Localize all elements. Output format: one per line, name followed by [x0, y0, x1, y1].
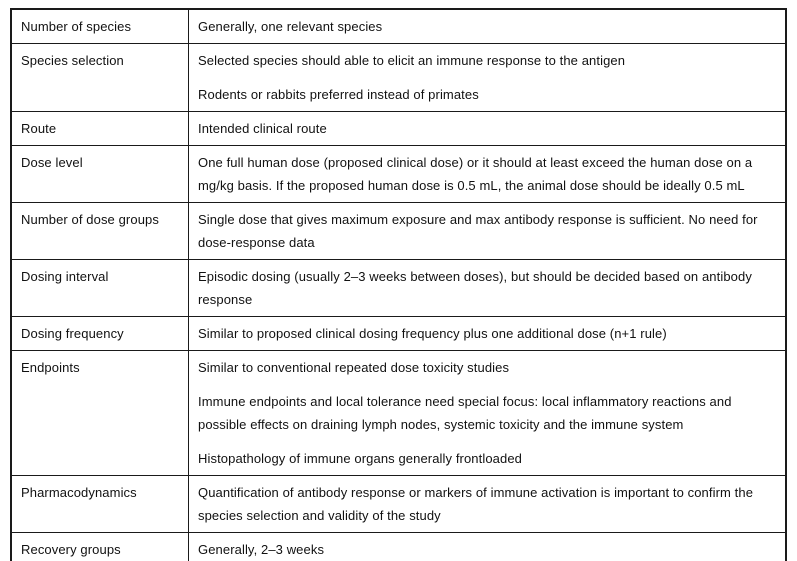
row-label-dosing-interval — [11, 260, 189, 317]
cell-paragraph: Generally, 2–3 weeks — [198, 542, 325, 557]
cell-paragraph: Intended clinical route — [198, 121, 327, 136]
table-row — [11, 476, 786, 533]
row-content-cell — [189, 260, 787, 317]
row-label-text: Dosing frequency — [21, 326, 124, 341]
cell-paragraph: Similar to proposed clinical dosing frequency plus one additional dose (n+1 rule) — [198, 326, 667, 341]
row-label-text: Endpoints — [21, 360, 80, 375]
row-label-text: Number of species — [21, 19, 132, 34]
row-label-endpoints — [11, 351, 189, 476]
row-label-recovery-groups — [11, 533, 189, 561]
row-label-text: Route — [21, 121, 57, 136]
row-label-number-of-species — [11, 9, 189, 44]
table-row — [11, 260, 786, 317]
row-content-cell — [189, 351, 787, 476]
table-row — [11, 44, 786, 112]
cell-paragraph: Episodic dosing (usually 2–3 weeks between doses), but should be decided based on antibody response — [198, 269, 752, 307]
row-content-cell — [189, 533, 787, 561]
table-row — [11, 203, 786, 260]
row-content-cell — [189, 317, 787, 351]
table-row — [11, 112, 786, 146]
row-label-dosing-frequency — [11, 317, 189, 351]
row-label-route — [11, 112, 189, 146]
cell-paragraph: Similar to conventional repeated dose toxicity studies — [198, 360, 510, 375]
row-content-cell — [189, 476, 787, 533]
row-content-cell — [189, 9, 787, 44]
cell-paragraph: Immune endpoints and local tolerance need special focus: local inflammatory reactions and possible effects on draining lymph nodes, systemic toxicity and the immune system — [198, 394, 732, 432]
row-label-text: Recovery groups — [21, 542, 121, 557]
cell-paragraph: Single dose that gives maximum exposure and max antibody response is sufficient. No need for dose-response data — [198, 212, 758, 250]
row-label-text: Number of dose groups — [21, 212, 159, 227]
row-label-text: Dose level — [21, 155, 83, 170]
row-content-cell — [189, 203, 787, 260]
row-label-text: Pharmacodynamics — [21, 485, 137, 500]
cell-paragraph: Selected species should able to elicit an immune response to the antigen — [198, 53, 626, 68]
row-label-number-of-dose-groups — [11, 203, 189, 260]
row-label-pharmacodynamics — [11, 476, 189, 533]
row-label-species-selection — [11, 44, 189, 112]
row-content-cell — [189, 146, 787, 203]
vaccine-toxicity-study-table — [10, 8, 787, 561]
cell-paragraph: Histopathology of immune organs generally frontloaded — [198, 451, 522, 466]
row-content-cell — [189, 44, 787, 112]
table-row — [11, 146, 786, 203]
row-label-text: Dosing interval — [21, 269, 109, 284]
table-row — [11, 533, 786, 561]
cell-paragraph: Generally, one relevant species — [198, 19, 383, 34]
cell-paragraph: Rodents or rabbits preferred instead of primates — [198, 87, 479, 102]
row-content-cell — [189, 112, 787, 146]
table-row — [11, 9, 786, 44]
row-label-dose-level — [11, 146, 189, 203]
cell-paragraph: Quantification of antibody response or markers of immune activation is important to confirm the species selection and validity of the study — [198, 485, 754, 523]
table-row — [11, 317, 786, 351]
row-label-text: Species selection — [21, 53, 124, 68]
cell-paragraph: One full human dose (proposed clinical dose) or it should at least exceed the human dose on a mg/kg basis. If the proposed human dose is 0.5 mL, the animal dose should be ideally 0.5 mL — [198, 155, 753, 193]
table-row — [11, 351, 786, 476]
